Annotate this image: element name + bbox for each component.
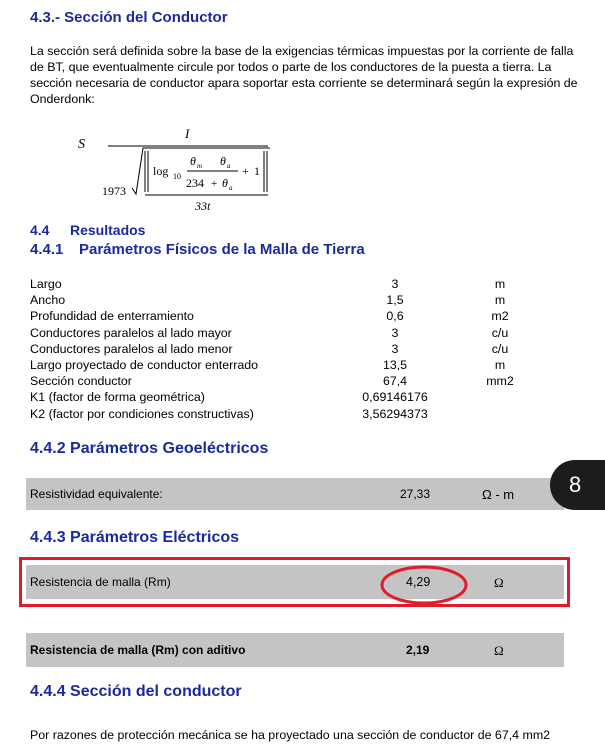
formula-plus: + bbox=[211, 178, 218, 190]
param-label: K2 (factor por condiciones constructivas) bbox=[30, 406, 254, 421]
intro-line: Onderdonk: bbox=[30, 92, 95, 106]
resistividad-unit: Ω - m bbox=[482, 487, 515, 502]
formula-s: S bbox=[78, 137, 85, 152]
fisicos-heading: Parámetros Físicos de la Malla de Tierra bbox=[79, 241, 365, 258]
page-number: 8 bbox=[569, 472, 582, 497]
results-number: 4.4 bbox=[30, 222, 50, 238]
intro-line: La sección será definida sobre la base de la exigencias térmicas impuestas por la corriente de falla bbox=[30, 44, 574, 58]
resistividad-bar bbox=[26, 478, 564, 510]
resistividad-value: 27,33 bbox=[400, 487, 431, 501]
param-unit: c/u bbox=[491, 341, 509, 356]
param-label: Sección conductor bbox=[30, 374, 132, 389]
param-label: Largo bbox=[30, 277, 62, 291]
geoelectric-heading: 4.4.2 Parámetros Geoeléctricos bbox=[30, 440, 269, 457]
param-unit: m2 bbox=[491, 309, 509, 324]
resistencia-unit: Ω bbox=[494, 575, 504, 590]
fisicos-number: 4.4.1 bbox=[30, 241, 64, 258]
formula-plus: + bbox=[242, 164, 249, 178]
param-label: Largo proyectado de conductor enterrado bbox=[30, 357, 259, 372]
formula-sub: a bbox=[229, 184, 233, 192]
param-row bbox=[30, 407, 590, 423]
param-row bbox=[30, 342, 590, 358]
formula-coef: 1973 bbox=[102, 184, 126, 198]
resistencia-aditivo-value: 2,19 bbox=[406, 643, 430, 657]
resistencia-value: 4,29 bbox=[406, 575, 431, 589]
param-value: 0,69146176 bbox=[362, 390, 428, 405]
param-label: K1 (factor de forma geométrica) bbox=[30, 390, 205, 405]
param-value: 3 bbox=[391, 325, 399, 340]
formula-theta: θ bbox=[222, 176, 228, 190]
page-number-badge bbox=[550, 460, 605, 510]
formula-theta: θ bbox=[220, 154, 226, 168]
param-row bbox=[30, 309, 590, 325]
param-row bbox=[30, 277, 590, 293]
param-unit: c/u bbox=[491, 325, 509, 340]
resistividad-label: Resistividad equivalente: bbox=[30, 487, 163, 501]
param-unit: m bbox=[494, 357, 506, 372]
physical-params-table bbox=[30, 277, 590, 423]
param-unit: mm2 bbox=[486, 374, 514, 389]
conductor-heading: 4.4.4 Sección del conductor bbox=[30, 683, 242, 700]
param-row bbox=[30, 326, 590, 342]
results-heading: Resultados bbox=[70, 222, 146, 238]
resistencia-aditivo-unit: Ω bbox=[494, 643, 504, 658]
formula-33t: 33t bbox=[195, 199, 211, 213]
conductor-text: Por razones de protección mecánica se ha proyectado una sección de conductor de 67,4 mm2 bbox=[30, 728, 551, 742]
param-value: 67,4 bbox=[382, 374, 408, 389]
resistencia-label: Resistencia de malla (Rm) bbox=[30, 575, 171, 589]
param-label: Conductores paralelos al lado mayor bbox=[30, 325, 232, 340]
param-value: 0,6 bbox=[386, 309, 404, 324]
formula-one: 1 bbox=[254, 164, 260, 178]
formula-sub: a bbox=[227, 162, 231, 170]
param-value: 3,56294373 bbox=[362, 406, 428, 421]
formula-theta: θ bbox=[190, 154, 196, 168]
param-value: 13,5 bbox=[382, 357, 408, 372]
param-row bbox=[30, 390, 590, 406]
param-label: Profundidad de enterramiento bbox=[30, 309, 194, 324]
param-value: 1,5 bbox=[386, 293, 404, 308]
electrical-heading: 4.4.3 Parámetros Eléctricos bbox=[30, 529, 240, 546]
value-highlight-circle bbox=[378, 563, 470, 607]
formula-234: 234 bbox=[186, 176, 204, 190]
param-row bbox=[30, 358, 590, 374]
intro-line: sección necesaria de conductor apara soportar esta corriente se determinará según la expresión de bbox=[30, 76, 578, 90]
param-value: 3 bbox=[391, 341, 399, 356]
param-row bbox=[30, 293, 590, 309]
param-label: Conductores paralelos al lado menor bbox=[30, 341, 233, 356]
param-unit: m bbox=[494, 277, 506, 291]
formula-log: log bbox=[153, 164, 169, 178]
section-heading-4-3: 4.3.- Sección del Conductor bbox=[30, 9, 228, 26]
intro-line: de BT, que eventualmente circule por todos o parte de los conductores de la puesta a tierra. La bbox=[30, 60, 552, 74]
param-label: Ancho bbox=[30, 293, 66, 308]
param-row bbox=[30, 374, 590, 390]
formula-i: I bbox=[185, 126, 190, 141]
formula-sub: m bbox=[197, 162, 203, 170]
resistencia-aditivo-label: Resistencia de malla (Rm) con aditivo bbox=[30, 643, 246, 657]
resistencia-aditivo-bar bbox=[26, 633, 564, 667]
param-value: 3 bbox=[391, 277, 399, 291]
formula-log-base: 10 bbox=[173, 172, 181, 181]
param-unit: m bbox=[494, 293, 506, 308]
intro-paragraph bbox=[30, 43, 605, 107]
resistencia-bar bbox=[26, 565, 564, 599]
onderdonk-formula bbox=[70, 118, 290, 218]
